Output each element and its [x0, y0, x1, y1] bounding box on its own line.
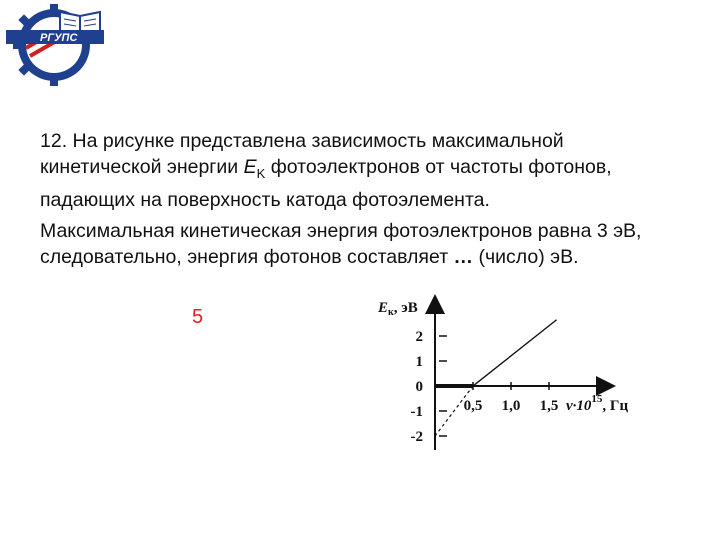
y-tick-label: -1 — [410, 404, 423, 420]
x-axis-label: $\nu\cdot 10^{15}$, Гц — [566, 393, 629, 414]
x-tick-label: 1,0 — [501, 398, 521, 414]
university-logo — [4, 2, 108, 88]
problem-text — [40, 128, 690, 275]
y-axis-label: $E_к$, эВ — [378, 300, 418, 318]
para2-end: (число) эВ. — [473, 245, 579, 268]
answer-blank: … — [453, 245, 474, 268]
problem-paragraph-2 — [40, 218, 690, 270]
y-tick-label: 0 — [415, 379, 423, 395]
answer-value: 5 — [192, 306, 204, 328]
series-line-solid — [473, 320, 557, 386]
energy-subscript: K — [256, 165, 266, 181]
para1-start: 12. На рисунке представлена зависимость максимальной кинетической энергии — [40, 130, 564, 178]
energy-frequency-graph — [360, 290, 660, 455]
y-tick-label: 1 — [415, 354, 423, 370]
para1-end: фотоэлектронов от частоты фотонов, падающих на поверхность катода фотоэлемента. — [40, 156, 612, 211]
y-tick-label: 2 — [415, 329, 423, 345]
logo-text: РГУПС — [40, 32, 78, 44]
energy-symbol: E — [243, 156, 257, 178]
problem-paragraph-1 — [40, 128, 690, 213]
y-tick-label: -2 — [410, 429, 423, 445]
x-tick-label: 0,5 — [463, 398, 483, 414]
x-tick-label: 1,5 — [539, 398, 559, 414]
para2-start: Максимальная кинетическая энергия фотоэлектронов равна 3 эВ, следовательно, энергия фотонов составляет — [40, 219, 642, 268]
